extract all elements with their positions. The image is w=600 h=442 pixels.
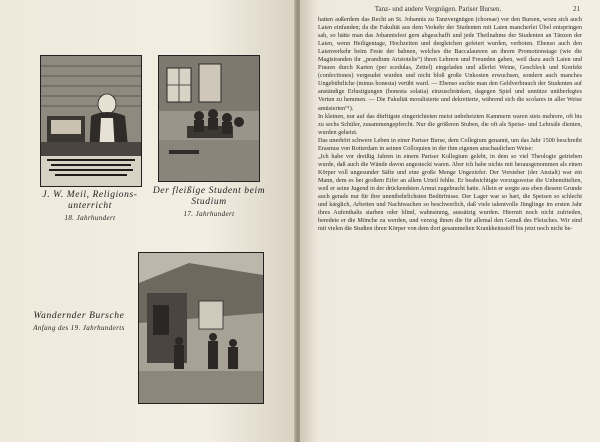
caption-plate-2 [150,186,268,218]
engraving-street-scene-image [139,253,263,403]
engraving-classroom-image [41,56,141,186]
caption-plate-1 [30,190,150,222]
plate-religious-instruction [40,55,142,187]
paragraph: „Ich habe vor dreißig Jahren in einem Pariser Kollegium gelebt, in dem so viel Theologie getrieben wurde, daß auch die Wände davon angesteckt waren. Aber ich habe nichts mit herausgenommen als einen Körper voll ungesunder Säfte und eine große Menge Ungeziefer. Der Vorsteher (der Anstalt) war ein Mann, dem es bei großem Eifer an allem Urteil fehlte. Er beabsichtigte vorzugsweise die Unbemittelten, weil er seine Jugend in der drückendsten Armut zugebracht hatte. Allein er sorgte aus eben diesem Grunde auch gerade nur für ihre unentbehrlichsten Bedürfnisse. Der Lager war so hart, die Speisen so schlecht und kärglich, Arbeiten und Nachtwachen so beschwerlich, daß viele talentvolle Jünglinge im ersten Jahr ihres Aufenthalts starben oder blind, wahnsinnig, aussätzig wurden. Hiermit noch nicht zufrieden, beredete er die Mönche zu werden, und verzog ihnen die für allemal den Genuß des Fleisches. Wir sind mit vielen die Studien ihren Körper von dem dort gesammelten Krankheitsstoff bis jetzt noch nicht be- [318,152,582,233]
caption-plate-3-title: Wandernder Bursche [33,311,125,321]
page-body-text [318,16,582,233]
caption-plate-1-date: 18. Jahrhundert [64,213,116,222]
paragraph: hatten außerdem das Recht an St. Johannis zu Tanzvergnügen (choreae) vor den Bursen, wozu sich auch Laien einfanden; da die Fakultät aus dem Verkehr der Studenten mit Laien mancherlei Übel entspringen sah, so hätte man das Johannisfest gern abgeschafft und jede Theilnahme der Studenten an Tänzen der Laien, wenn Heiligentage, Hochzeiten und dergleichen gefeiert wurden, verboten. Ebenso auch den Laienverkehr beim Feste der bahnen, welches die Baccalaureen an ihrem Promotionstage (wie die Magistranden ihr „prandium Aristotelis“) ihren Lehrern und Freunden gaben, weil dazu auch Laien und Frauen durch Karten (per scedulas, Zettel) eingeladen und allerlei Weine, Geschleck und Konfekt (confectiones) vergeudet wurden und nicht bloß große Unkosten erwuchsen, sondern auch manches Ungebührliche (minus honesta) verübt ward. — Ebenso suchte man den Geldverbrauch der Studenten auf anständige Erlustigungen (honesta solatia) einzuschränken, dagegen Spiel und unnütze unüberlegtes Vertun zu hemmen. — Die Fakultät moralisierte und dekretierte, während sich die scolares in aller Weise amüsierten“¹). [318,16,582,112]
plate-wandering-journeyman [138,252,264,404]
running-header-title: Tanz- und andere Vergnügen. Pariser Bursen. [374,5,502,13]
paragraph: Das unerhört schwere Leben in einer Pariser Burse, dem Collegium genannt, um das Jahr 1500 beschreibt Erasmus von Rotterdam in seinen Colloquien in der ihm eigenen anschaulichen Weise: [318,136,582,152]
caption-plate-2-title: Der fleißige Student beim Studium [152,186,266,207]
engraving-study-hall-image [159,56,259,181]
caption-plate-3-date: Anfang des 19. Jahrhunderts [33,323,125,332]
left-page [0,0,296,442]
page-number: 21 [573,5,580,13]
plate-diligent-student [158,55,260,182]
caption-plate-2-date: 17. Jahrhundert [183,209,235,218]
caption-plate-1-title: J. W. Meil, Religions-unterricht [42,190,138,211]
paragraph: In kleinen, nur auf das dürftigste eingerichteten meist unbeheizten Kammern waren stets mehrere, oft bis zu sechs Schüler, zusammengepfercht. Nur die größeren Stuben, die oft als Speise- und Lehrsäle dienten, wurden geheizt. [318,112,582,136]
caption-plate-3 [24,311,134,332]
